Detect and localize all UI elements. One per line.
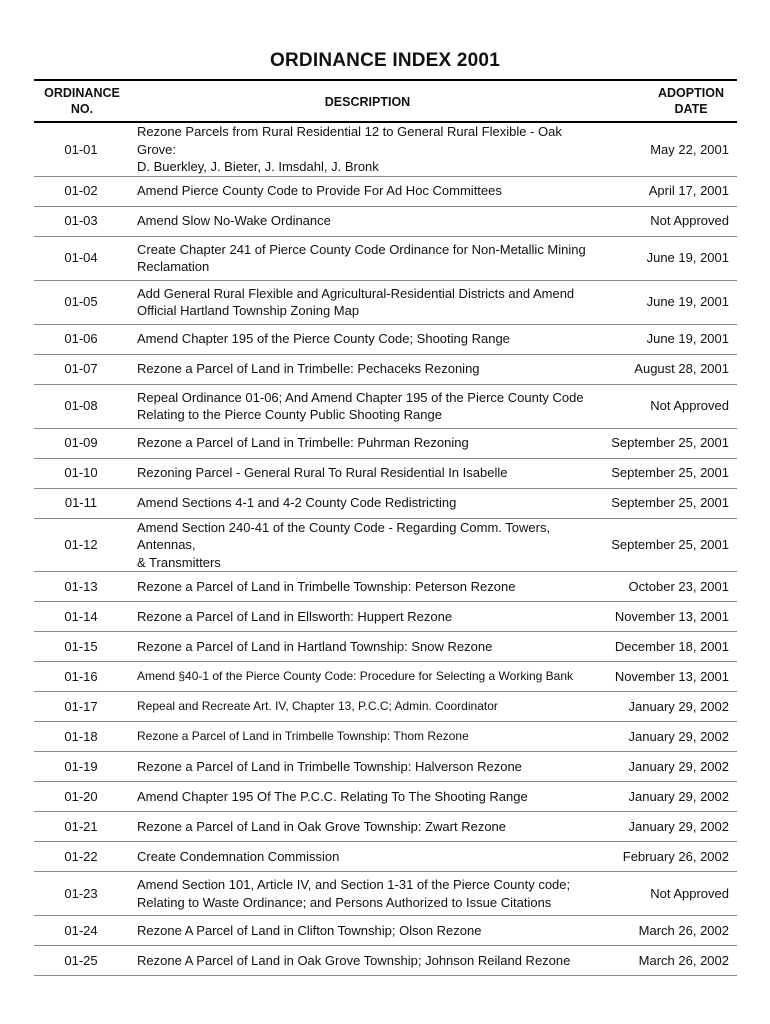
table-row xyxy=(34,122,737,176)
table-row xyxy=(34,872,737,916)
ordinance-description xyxy=(130,812,605,842)
adoption-date: January 29, 2002 xyxy=(605,812,737,842)
adoption-date: January 29, 2002 xyxy=(605,692,737,722)
table-body xyxy=(34,122,737,976)
ordinance-number: 01-10 xyxy=(34,458,130,488)
adoption-date: September 25, 2001 xyxy=(605,428,737,458)
ordinance-description xyxy=(130,122,605,176)
ordinance-number: 01-20 xyxy=(34,782,130,812)
description-line: Repeal Ordinance 01-06; And Amend Chapter 195 of the Pierce County Code xyxy=(137,389,584,405)
ordinance-description xyxy=(130,488,605,518)
description-line: Rezone a Parcel of Land in Trimbelle Township: Halverson Rezone xyxy=(137,758,522,774)
adoption-date: August 28, 2001 xyxy=(605,354,737,384)
column-header-adoption-date xyxy=(605,80,737,122)
table-row xyxy=(34,842,737,872)
ordinance-description xyxy=(130,518,605,572)
adoption-date: January 29, 2002 xyxy=(605,722,737,752)
column-header-description: DESCRIPTION xyxy=(130,80,605,122)
table-row xyxy=(34,916,737,946)
table-row xyxy=(34,518,737,572)
ordinance-number: 01-18 xyxy=(34,722,130,752)
description-line: Relating to the Pierce County Public Shooting Range xyxy=(137,407,442,422)
table-row xyxy=(34,572,737,602)
ordinance-number: 01-19 xyxy=(34,752,130,782)
ordinance-number: 01-03 xyxy=(34,206,130,236)
ordinance-description xyxy=(130,842,605,872)
adoption-date: November 13, 2001 xyxy=(605,662,737,692)
ordinance-description xyxy=(130,236,605,280)
description-line: Rezone a Parcel of Land in Trimbelle Township: Peterson Rezone xyxy=(137,578,516,594)
description-line: Rezoning Parcel - General Rural To Rural Residential In Isabelle xyxy=(137,465,508,481)
table-row xyxy=(34,176,737,206)
table-row xyxy=(34,458,737,488)
adoption-date: September 25, 2001 xyxy=(605,518,737,572)
ordinance-description xyxy=(130,872,605,916)
description-line: Amend §40-1 of the Pierce County Code: Procedure for Selecting a Working Bank xyxy=(137,668,574,683)
ordinance-number: 01-16 xyxy=(34,662,130,692)
ordinance-description xyxy=(130,176,605,206)
description-line: Create Condemnation Commission xyxy=(137,848,340,864)
table-row xyxy=(34,812,737,842)
description-line: Amend Slow No-Wake Ordinance xyxy=(137,213,331,229)
ordinance-description xyxy=(130,428,605,458)
adoption-date: June 19, 2001 xyxy=(605,324,737,354)
table-header-row xyxy=(34,80,737,122)
table-row xyxy=(34,384,737,428)
adoption-date: October 23, 2001 xyxy=(605,572,737,602)
column-header-ordinance-no xyxy=(34,80,130,122)
ordinance-number: 01-14 xyxy=(34,602,130,632)
adoption-date: March 26, 2002 xyxy=(605,916,737,946)
table-row xyxy=(34,354,737,384)
description-line: Amend Section 240-41 of the County Code - Regarding Comm. Towers, Antennas, xyxy=(137,519,551,552)
table-row xyxy=(34,946,737,976)
adoption-date: March 26, 2002 xyxy=(605,946,737,976)
description-line: Reclamation xyxy=(137,259,210,274)
ordinance-description xyxy=(130,946,605,976)
adoption-date: Not Approved xyxy=(605,384,737,428)
description-line: Add General Rural Flexible and Agricultural-Residential Districts and Amend xyxy=(137,285,575,301)
header-date-line1: ADOPTION xyxy=(658,86,724,100)
description-line: Amend Section 101, Article IV, and Section 1-31 of the Pierce County code; xyxy=(137,877,571,892)
adoption-date: Not Approved xyxy=(605,206,737,236)
table-row xyxy=(34,324,737,354)
adoption-date: February 26, 2002 xyxy=(605,842,737,872)
header-date-line2: DATE xyxy=(674,102,708,116)
ordinance-description xyxy=(130,692,605,722)
adoption-date: November 13, 2001 xyxy=(605,602,737,632)
ordinance-number: 01-11 xyxy=(34,488,130,518)
adoption-date: January 29, 2002 xyxy=(605,752,737,782)
description-line: Rezone a Parcel of Land in Ellsworth: Huppert Rezone xyxy=(137,608,453,624)
description-line: Rezone a Parcel of Land in Trimbelle Township: Thom Rezone xyxy=(137,728,469,743)
table-row xyxy=(34,602,737,632)
page-title: ORDINANCE INDEX 2001 xyxy=(270,50,500,71)
description-line: Rezone a Parcel of Land in Hartland Township: Snow Rezone xyxy=(137,638,493,654)
ordinance-description xyxy=(130,280,605,324)
description-line: Rezone A Parcel of Land in Clifton Township; Olson Rezone xyxy=(137,922,482,938)
adoption-date: January 29, 2002 xyxy=(605,782,737,812)
ordinance-description xyxy=(130,354,605,384)
table-row xyxy=(34,722,737,752)
table-row xyxy=(34,280,737,324)
table-row xyxy=(34,752,737,782)
ordinance-description xyxy=(130,782,605,812)
ordinance-number: 01-25 xyxy=(34,946,130,976)
description-line: Rezone a Parcel of Land in Trimbelle: Puhrman Rezoning xyxy=(137,435,469,451)
ordinance-number: 01-15 xyxy=(34,632,130,662)
ordinance-number: 01-09 xyxy=(34,428,130,458)
ordinance-number: 01-08 xyxy=(34,384,130,428)
description-line: & Transmitters xyxy=(137,554,221,570)
description-line: Repeal and Recreate Art. IV, Chapter 13, P.C.C; Admin. Coordinator xyxy=(137,698,498,713)
description-line: Official Hartland Township Zoning Map xyxy=(137,303,360,318)
ordinance-number: 01-02 xyxy=(34,176,130,206)
adoption-date: June 19, 2001 xyxy=(605,280,737,324)
ordinance-description xyxy=(130,916,605,946)
table-row xyxy=(34,236,737,280)
description-line: Rezone a Parcel of Land in Oak Grove Township: Zwart Rezone xyxy=(137,818,507,834)
ordinance-number: 01-04 xyxy=(34,236,130,280)
ordinance-description xyxy=(130,458,605,488)
ordinance-description xyxy=(130,602,605,632)
adoption-date: April 17, 2001 xyxy=(605,176,737,206)
ordinance-number: 01-05 xyxy=(34,280,130,324)
table-row xyxy=(34,782,737,812)
ordinance-description xyxy=(130,632,605,662)
adoption-date: Not Approved xyxy=(605,872,737,916)
description-line: Amend Sections 4-1 and 4-2 County Code Redistricting xyxy=(137,495,457,511)
adoption-date: September 25, 2001 xyxy=(605,458,737,488)
ordinance-description xyxy=(130,752,605,782)
table-row xyxy=(34,692,737,722)
table-row xyxy=(34,632,737,662)
ordinance-table xyxy=(34,79,737,976)
description-line: Amend Chapter 195 of the Pierce County Code; Shooting Range xyxy=(137,331,510,347)
ordinance-description xyxy=(130,722,605,752)
description-line: Create Chapter 241 of Pierce County Code Ordinance for Non-Metallic Mining xyxy=(137,241,586,257)
description-line: D. Buerkley, J. Bieter, J. Imsdahl, J. Bronk xyxy=(137,159,379,174)
ordinance-description xyxy=(130,662,605,692)
table-row xyxy=(34,428,737,458)
description-line: Amend Chapter 195 Of The P.C.C. Relating To The Shooting Range xyxy=(137,788,528,804)
description-line: Rezone Parcels from Rural Residential 12 to General Rural Flexible - Oak Grove: xyxy=(137,124,562,157)
ordinance-number: 01-22 xyxy=(34,842,130,872)
description-line: Rezone a Parcel of Land in Trimbelle: Pechaceks Rezoning xyxy=(137,361,480,377)
adoption-date: May 22, 2001 xyxy=(605,122,737,176)
ordinance-description xyxy=(130,324,605,354)
ordinance-number: 01-17 xyxy=(34,692,130,722)
table-row xyxy=(34,206,737,236)
ordinance-number: 01-13 xyxy=(34,572,130,602)
ordinance-description xyxy=(130,572,605,602)
ordinance-number: 01-07 xyxy=(34,354,130,384)
ordinance-number: 01-01 xyxy=(34,122,130,176)
description-line: Amend Pierce County Code to Provide For Ad Hoc Committees xyxy=(137,183,502,199)
ordinance-number: 01-23 xyxy=(34,872,130,916)
ordinance-description xyxy=(130,384,605,428)
adoption-date: December 18, 2001 xyxy=(605,632,737,662)
table-row xyxy=(34,488,737,518)
header-no-line2: NO. xyxy=(70,102,94,116)
header-no-line1: ORDINANCE xyxy=(44,86,120,100)
description-line: Rezone A Parcel of Land in Oak Grove Township; Johnson Reiland Rezone xyxy=(137,952,571,968)
adoption-date: September 25, 2001 xyxy=(605,488,737,518)
adoption-date: June 19, 2001 xyxy=(605,236,737,280)
ordinance-description xyxy=(130,206,605,236)
ordinance-number: 01-12 xyxy=(34,518,130,572)
table-row xyxy=(34,662,737,692)
ordinance-number: 01-06 xyxy=(34,324,130,354)
description-line: Relating to Waste Ordinance; and Persons Authorized to Issue Citations xyxy=(137,894,552,910)
ordinance-number: 01-24 xyxy=(34,916,130,946)
ordinance-number: 01-21 xyxy=(34,812,130,842)
